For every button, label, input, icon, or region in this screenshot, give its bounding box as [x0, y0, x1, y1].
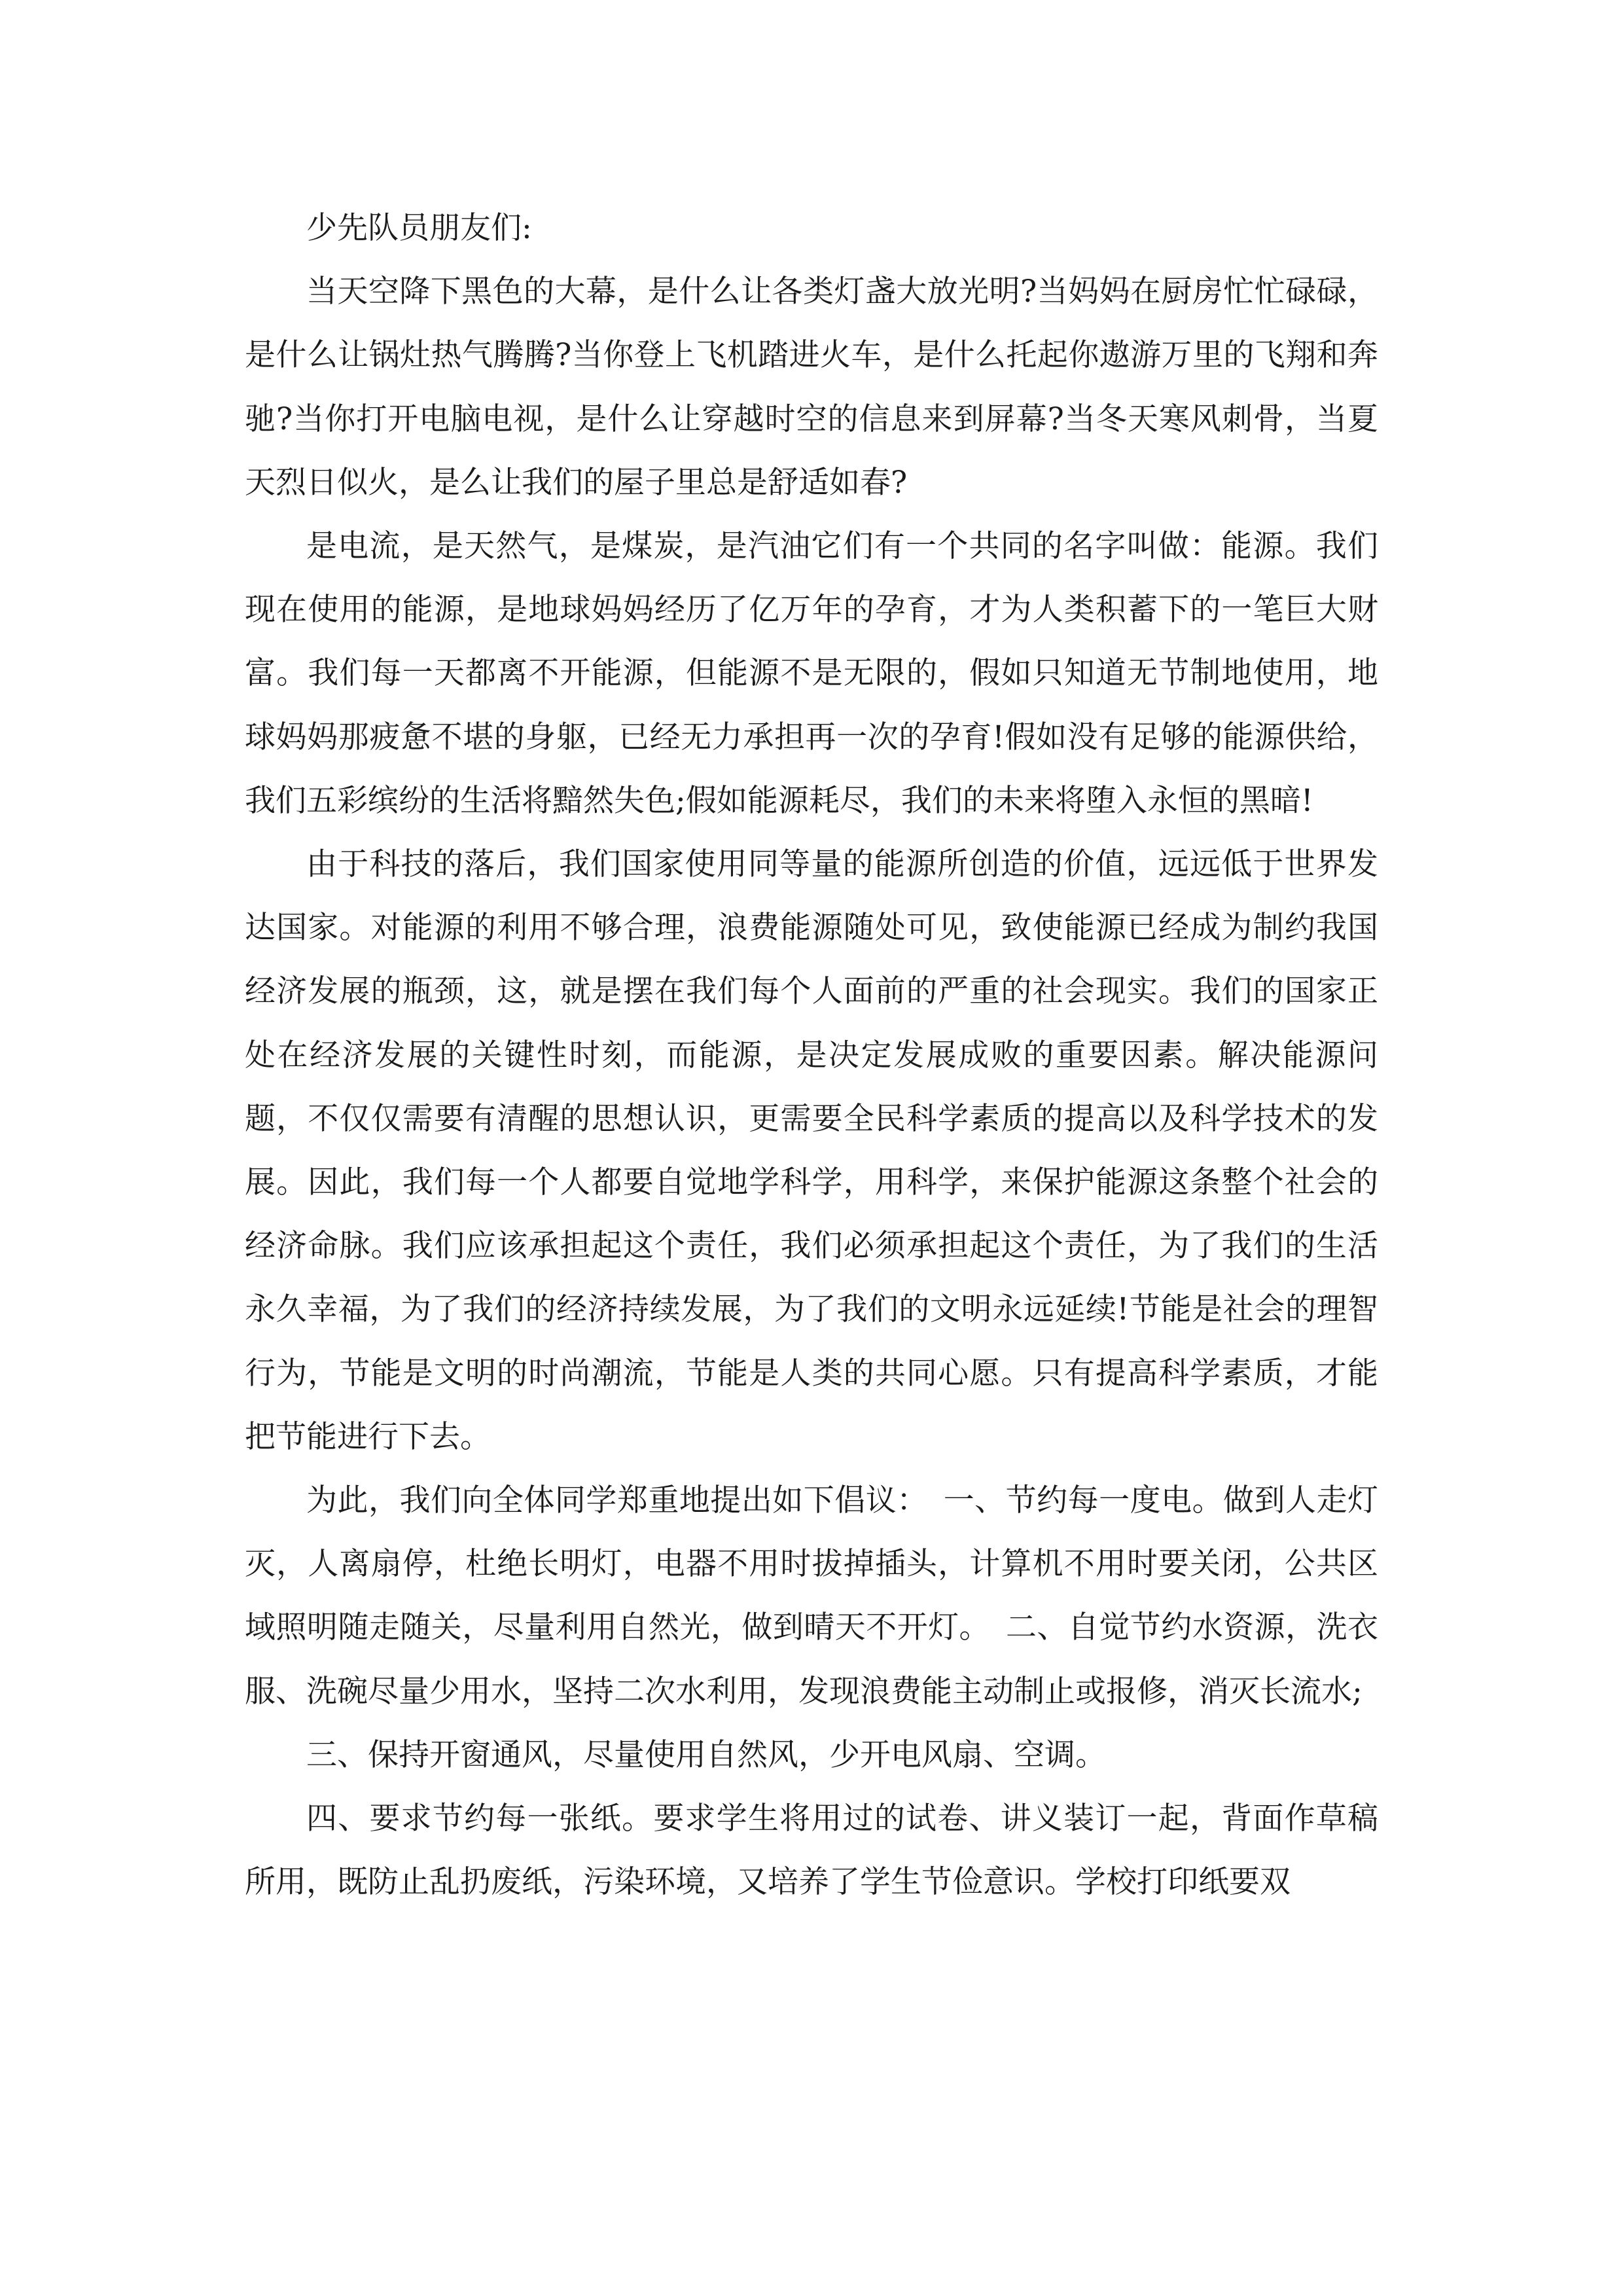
paragraph-2: 是电流，是天然气，是煤炭，是汽油它们有一个共同的名字叫做：能源。我们现在使用的能源，是地球妈妈经历了亿万年的孕育，才为人类积蓄下的一笔巨大财富。我们每一天都离不开能源，但能源不是无限的，假如只知道无节制地使用，地球妈妈那疲惫不堪的身躯，已经无力承担再一次的孕育!假如没有足够的能源供给，我们五彩缤纷的生活将黯然失色;假如能源耗尽，我们的未来将堕入永恒的黑暗! — [245, 528, 1378, 819]
greeting-line: 少先队员朋友们: — [306, 210, 532, 246]
paragraph-5: 三、保持开窗通风，尽量使用自然风，少开电风扇、空调。 — [306, 1736, 1106, 1773]
paragraph-6: 四、要求节约每一张纸。要求学生将用过的试卷、讲义装订一起，背面作草稿所用，既防止乱扔废纸，污染环境，又培养了学生节俭意识。学校打印纸要双 — [245, 1801, 1378, 1901]
paragraph-4: 为此，我们向全体同学郑重地提出如下倡议： 一、节约每一度电。做到人走灯灭，人离扇停，杜绝长明灯，电器不用时拔掉插头，计算机不用时要关闭，公共区域照明随走随关，尽量利用自然光，做到晴天不开灯。 二、自觉节约水资源，洗衣服、洗碗尽量少用水，坚持二次水利用，发现浪费能主动制止或报修，消灭长流水; — [245, 1482, 1378, 1710]
paragraph-1: 当天空降下黑色的大幕，是什么让各类灯盏大放光明?当妈妈在厨房忙忙碌碌，是什么让锅灶热气腾腾?当你登上飞机踏进火车，是什么托起你遨游万里的飞翔和奔驰?当你打开电脑电视，是什么让穿越时空的信息来到屏幕?当冬天寒风刺骨，当夏天烈日似火，是么让我们的屋子里总是舒适如春? — [245, 274, 1378, 501]
paragraph-3: 由于科技的落后，我们国家使用同等量的能源所创造的价值，远远低于世界发达国家。对能源的利用不够合理，浪费能源随处可见，致使能源已经成为制约我国经济发展的瓶颈，这，就是摆在我们每个人面前的严重的社会现实。我们的国家正处在经济发展的关键性时刻，而能源，是决定发展成败的重要因素。解决能源问题，不仅仅需要有清醒的思想认识，更需要全民科学素质的提高以及科学技术的发展。因此，我们每一个人都要自觉地学科学，用科学，来保护能源这条整个社会的经济命脉。我们应该承担起这个责任，我们必须承担起这个责任，为了我们的生活永久幸福，为了我们的经济持续发展，为了我们的文明永远延续!节能是社会的理智行为，节能是文明的时尚潮流，节能是人类的共同心愿。只有提高科学素质，才能把节能进行下去。 — [245, 846, 1378, 1455]
document-body — [245, 196, 1378, 1914]
